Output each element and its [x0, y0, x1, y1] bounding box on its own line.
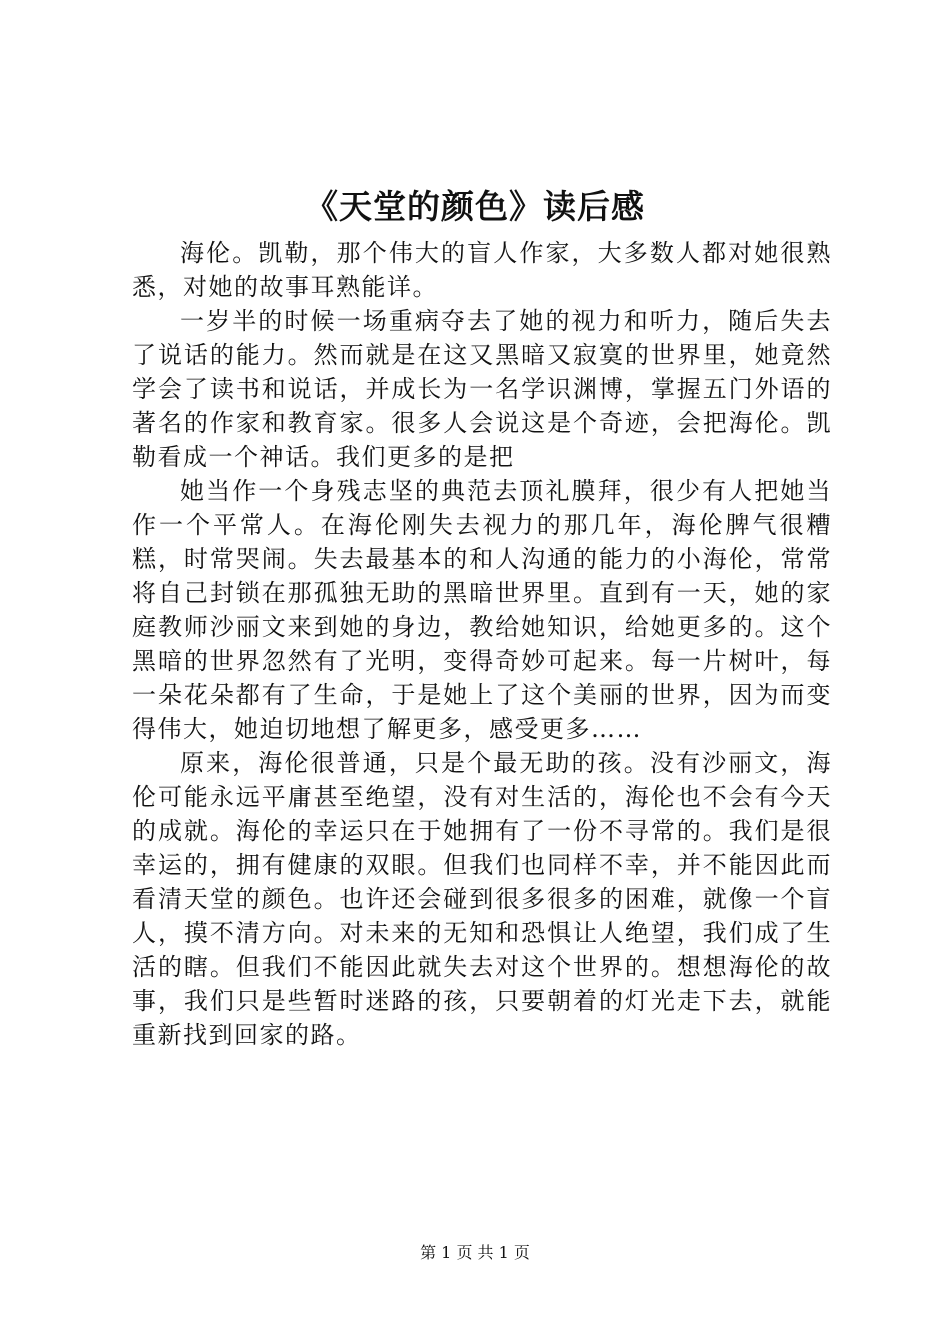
paragraph: 她当作一个身残志坚的典范去顶礼膜拜，很少有人把她当作一个平常人。在海伦刚失去视力的那几年，海伦脾气很糟糕，时常哭闹。失去最基本的和人沟通的能力的小海伦，常常将自己封锁在那孤独无助的黑暗世界里。直到有一天，她的家庭教师沙丽文来到她的身边，教给她知识，给她更多的。这个黑暗的世界忽然有了光明，变得奇妙可起来。每一片树叶，每一朵花朵都有了生命，于是她上了这个美丽的世界，因为而变得伟大，她迫切地想了解更多，感受更多……	[132, 477, 832, 743]
page-footer: 第 1 页 共 1 页	[420, 1243, 530, 1262]
document-body	[132, 236, 832, 1052]
document-title: 《天堂的颜色》读后感	[305, 187, 645, 226]
paragraph: 海伦。凯勒，那个伟大的盲人作家，大多数人都对她很熟悉，对她的故事耳熟能详。	[132, 239, 832, 301]
paragraph: 一岁半的时候一场重病夺去了她的视力和听力，随后失去了说话的能力。然而就是在这又黑暗又寂寞的世界里，她竟然学会了读书和说话，并成长为一名学识渊博，掌握五门外语的著名的作家和教育家。很多人会说这是个奇迹，会把海伦。凯勒看成一个神话。我们更多的是把	[132, 307, 832, 471]
paragraph: 原来，海伦很普通，只是个最无助的孩。没有沙丽文，海伦可能永远平庸甚至绝望，没有对生活的，海伦也不会有今天的成就。海伦的幸运只在于她拥有了一份不寻常的。我们是很幸运的，拥有健康的双眼。但我们也同样不幸，并不能因此而看清天堂的颜色。也许还会碰到很多很多的困难，就像一个盲人，摸不清方向。对未来的无知和恐惧让人绝望，我们成了生活的瞎。但我们不能因此就失去对这个世界的。想想海伦的故事，我们只是些暂时迷路的孩，只要朝着的灯光走下去，就能重新找到回家的路。	[132, 749, 832, 1049]
